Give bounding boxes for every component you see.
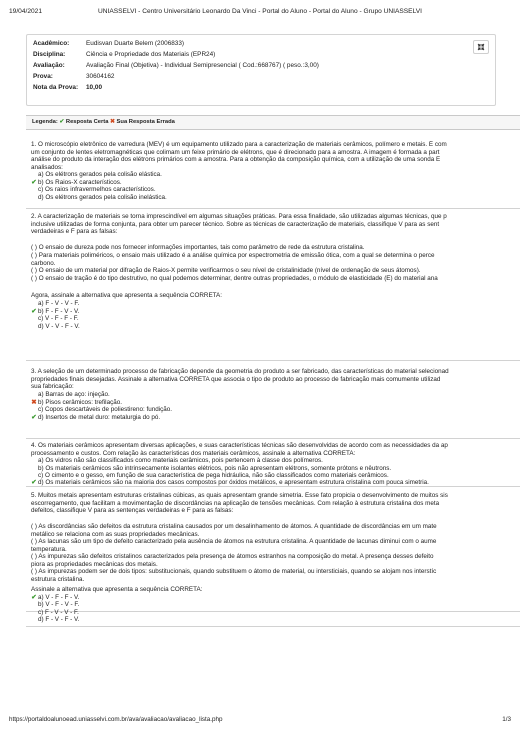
question-text-line: 2. A caracterização de materiais se torna imprescindível em algumas situações práticas. Para essa finalidade, são utilizadas algumas técnicas, que p [31, 213, 447, 220]
answer-option: c) O cimento e o gesso, em função de sua característica de pega hidráulica, não são classificados como materiais cerâmicos. [38, 472, 389, 479]
legend-bar [26, 115, 520, 130]
cross-icon: ✖ [110, 119, 115, 125]
statement-line: metálico se relaciona com as suas propriedades mecânicas. [31, 530, 200, 538]
legend-correct: Resposta Certa [65, 119, 109, 125]
question-text-line: inclusive utilizadas de forma conjunta, para obter um parecer técnico. Sobre as técnicas de caracterização de materiais, classifique V para as sent [31, 220, 440, 228]
check-icon: ✔ [31, 178, 37, 186]
question-text-line: 5. Muitos metais apresentam estruturas cristalinas cúbicas, as quais apresentam grande simetria. Esse fato propicia o desenvolvimento de muitos sis [31, 492, 448, 499]
question-prompt: Assinale a alternativa que apresenta a sequência CORRETA: [31, 586, 203, 593]
disciplina-label: Disciplina: [33, 51, 66, 58]
prova-label: Prova: [33, 73, 53, 80]
question-text-line: analisados: [31, 163, 63, 171]
check-icon: ✔ [31, 593, 37, 601]
academico-value: Eudisvan Duarte Belem (2006833) [86, 40, 185, 47]
question-text-line: análise do produto da interação dos elétrons primários com a amostra. Para a obtenção da composição química, com a utilização de uma sonda E [31, 156, 441, 163]
question-text-line: defeitos, classifique V para as sentenças verdadeiras e F para as falsas: [31, 507, 234, 514]
answer-option: d) V - V - F - V. [38, 322, 80, 330]
answer-option: a) Barras de aço: injeção. [38, 391, 110, 398]
page-number: 1/3 [502, 716, 511, 723]
question-1 [26, 139, 520, 209]
answer-option-correct: ✔b) Os Raios-X característicos. [31, 178, 122, 186]
legend-label: Legenda: [32, 119, 58, 125]
legend-wrong: Sua Resposta Errada [116, 119, 175, 125]
question-text-line: propriedades finais desejadas. Assinale a alternativa CORRETA que associa o tipo de produto ao processo de fabricação mais comumente utilizad [31, 375, 441, 383]
avaliacao-label: Avaliação: [33, 62, 65, 69]
print-footer [0, 716, 520, 726]
question-text-line: escorregamento, que facilitam a movimentação de discordâncias na aplicação de tensões mecânicas. Com relação à estrutura cristalina dos meta [31, 499, 440, 507]
question-3 [26, 362, 520, 439]
answer-option: c) F - V - V - F. [38, 608, 79, 616]
answer-option: a) Os elétrons gerados pela colisão elástica. [38, 171, 162, 178]
statement-line: ( ) O ensaio de um material por difração de Raios-X permite verificarmos o seu nível de cristalinidade (nível de ordenação de seus átomos). [31, 267, 421, 274]
check-icon: ✔ [31, 479, 37, 486]
avaliacao-value: Avaliação Final (Objetiva) - Individual Semipresencial ( Cod.:668767) ( peso.:3,00) [86, 62, 319, 69]
collapse-icon [474, 41, 488, 53]
print-header [0, 8, 520, 18]
statement-line: carbono. [31, 259, 56, 267]
statement-line: ( ) As impurezas são defeitos cristalinos caracterizados pela presença de átomos estranhos na composição do metal. A presença desses defeito [31, 553, 434, 560]
print-page-title: UNIASSELVI - Centro Universitário Leonardo Da Vinci - Portal do Aluno - Portal do Aluno - Grupo UNIASSELVI [98, 8, 422, 15]
statement-line: ( ) As discordâncias são defeitos da estrutura cristalina causados por um desalinhamento de átomos. A quantidade de discordâncias em um mate [31, 523, 437, 530]
question-text-line: processamento e custos. Com relação às características dos materiais cerâmicos, assinale a alternativa CORRETA: [31, 449, 356, 457]
collapse-button[interactable] [473, 40, 489, 54]
answer-option-correct: ✔d) Insertos de metal duro: metalurgia do pó. [31, 413, 161, 421]
check-icon: ✔ [59, 119, 65, 125]
answer-option: a) F - V - V - F. [38, 300, 80, 307]
nota-value: 10,00 [86, 84, 102, 91]
question-text-line: 4. Os materiais cerâmicos apresentam diversas aplicações, e suas características técnicas são desenvolvidas de acordo com as necessidades da ap [31, 442, 448, 449]
statement-line: ( ) Para materiais poliméricos, o ensaio mais utilizado é a análise química por espectrometria de emissão ótica, com a qual se determina o perce [31, 252, 435, 259]
exam-info-panel [26, 34, 496, 106]
answer-option: a) Os vidros não são classificados como materiais cerâmicos, pois pertencem à classe dos polímeros. [38, 457, 323, 464]
statement-line: estrutura cristalina. [31, 575, 85, 583]
nota-label: Nota da Prova: [33, 84, 79, 91]
answer-option: c) V - F - F - F. [38, 315, 79, 322]
cross-icon: ✖ [31, 398, 37, 406]
check-icon: ✔ [31, 413, 37, 421]
disciplina-value: Ciência e Propriedade dos Materiais (EPR24) [86, 51, 216, 58]
answer-option-correct: ✔a) V - F - F - V. [31, 593, 80, 601]
question-prompt: Agora, assinale a alternativa que apresenta a sequência CORRETA: [31, 292, 222, 299]
statement-line: piora as propriedades mecânicas dos metais. [31, 560, 158, 568]
question-text-line: sua fabricação: [31, 383, 74, 390]
answer-option: d) F - V - F - V. [38, 616, 80, 623]
check-icon: ✔ [31, 307, 37, 315]
question-text-line: 1. O microscópio eletrônico de varredura (MEV) é um equipamento utilizado para a caracterização de materiais cerâmicos, polímero e metais. É com [31, 141, 447, 148]
answer-option: c) Os raios infravermelhos característicos. [38, 186, 156, 193]
question-text-line: verdadeiras e F para as falsas: [31, 228, 118, 235]
question-5 [26, 489, 520, 612]
statement-line: ( ) As lacunas são um tipo de defeito caracterizado pela ausência de átomos na estrutura cristalina. A quantidade de lacunas diminui com o aume [31, 538, 437, 545]
question-2 [26, 210, 520, 361]
question-text-line: um conjunto de lentes eletromagnéticas que colimam um feixe primário de elétrons, que é direcionado para a amostra. A imagem é formada a part [31, 148, 440, 156]
answer-option: d) Os elétrons gerados pela colisão inelástica. [38, 193, 167, 201]
answer-option: b) Os materiais cerâmicos são intrinsecamente isolantes elétricos, pois não apresentam elétrons, somente prótons e nêutrons. [38, 464, 392, 472]
answer-option: b) V - F - V - F. [38, 601, 80, 608]
answer-option-wrong: ✖b) Pisos cerâmicos: trefilação. [31, 398, 122, 406]
question-text-line: 3. A seleção de um determinado processo de fabricação depende da geometria do produto a ser fabricado, das características do material selecionad [31, 368, 449, 375]
statement-line: temperatura. [31, 545, 67, 553]
print-date: 19/04/2021 [9, 8, 43, 15]
page-url: https://portaldoalunoead.uniasselvi.com.br/ava/avaliacao/avaliacao_lista.php [9, 716, 223, 723]
question-4 [26, 438, 520, 487]
question-divider [26, 626, 520, 627]
statement-line: ( ) O ensaio de dureza pode nos fornecer informações importantes, tais como parâmetro de rede da estrutura cristalina. [31, 244, 365, 251]
answer-option: c) Copos descartáveis de poliestireno: fundição. [38, 406, 173, 413]
statement-line: ( ) As impurezas podem ser de dois tipos: substitucionais, quando substituem o átomo de material, ou intersticiais, quando se alojam nos interstíc [31, 568, 437, 575]
academico-label: Acadêmico: [33, 40, 70, 47]
prova-value: 30604162 [86, 73, 115, 80]
answer-option-correct: ✔d) Os materiais cerâmicos são na maioria dos casos compostos por óxidos metálicos, e apresentam estrutura cristalina com pouca simetria. [31, 479, 429, 486]
statement-line: ( ) O ensaio de tração é do tipo destrutivo, no qual podemos determinar, dentre outras propriedades, o módulo de elasticidade (E) do material ana [31, 275, 438, 282]
answer-option-correct: ✔b) F - F - V - V. [31, 307, 80, 315]
